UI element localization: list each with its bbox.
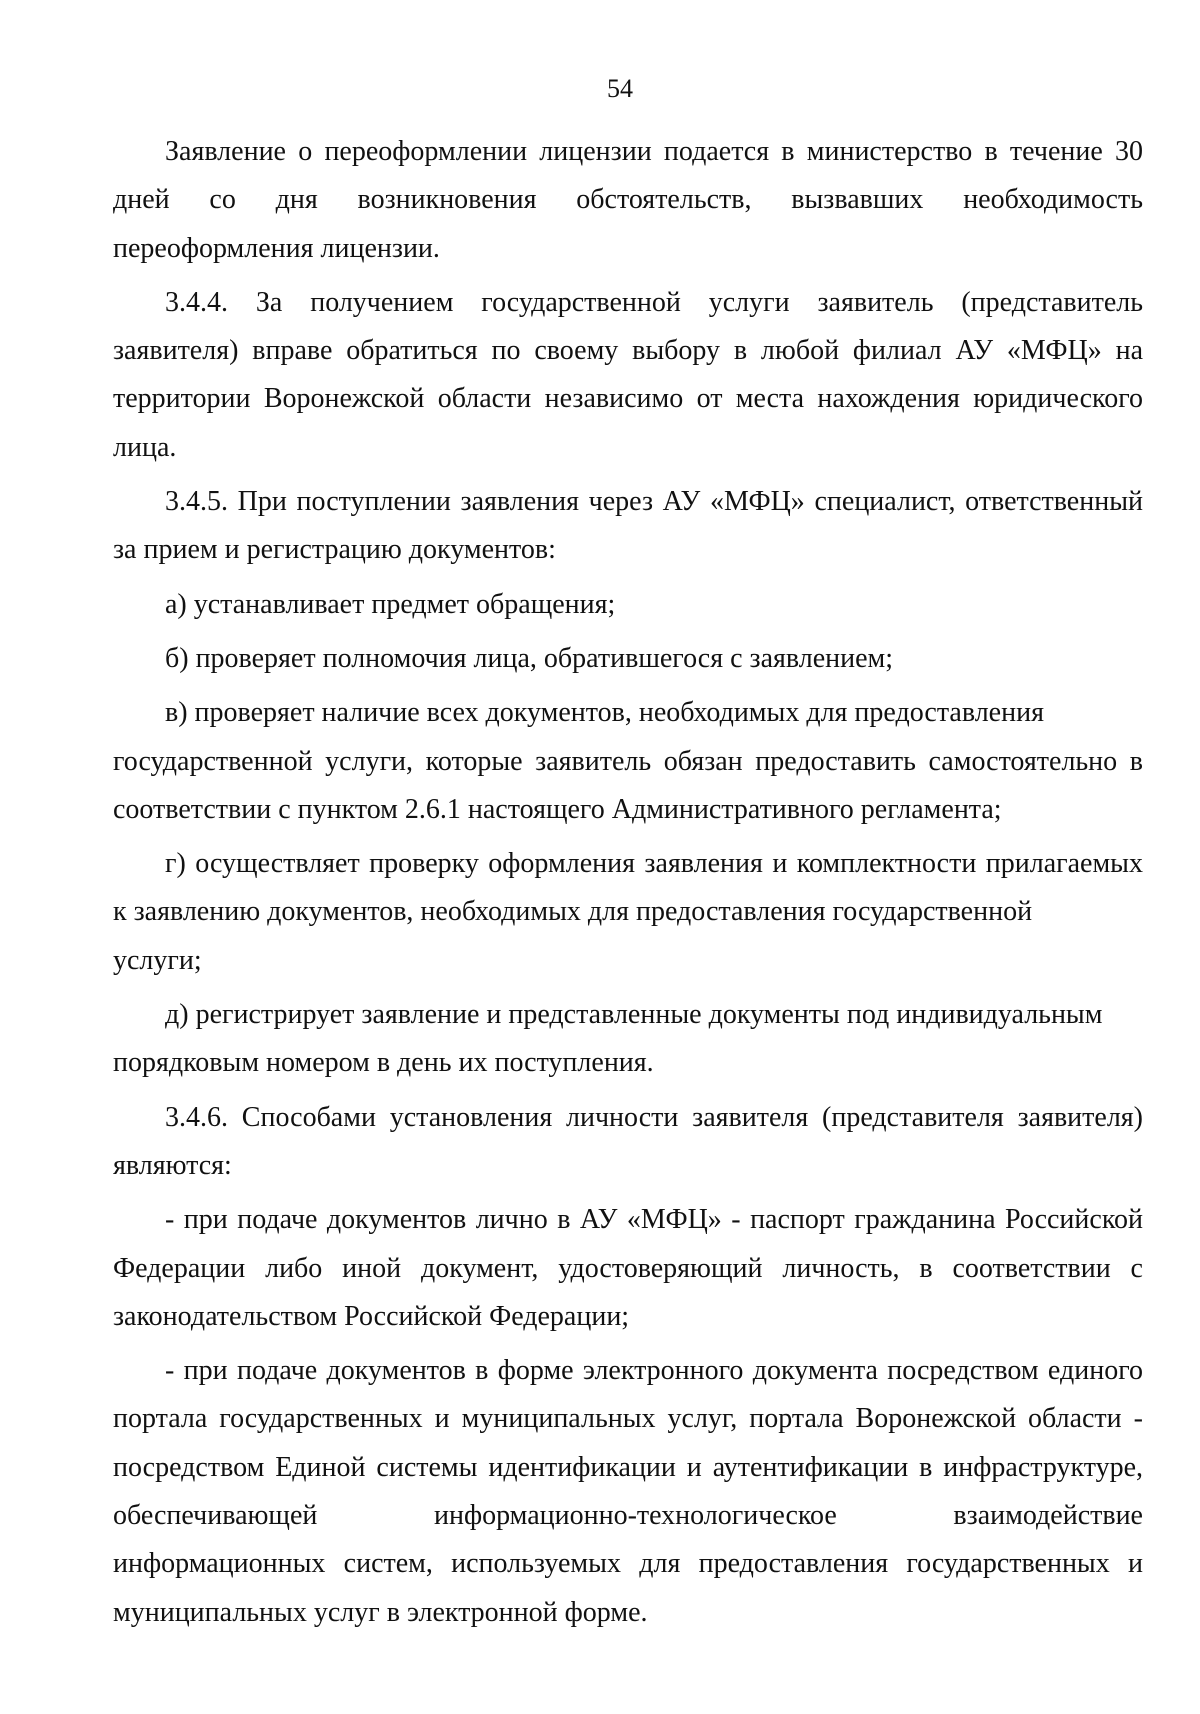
list-item-a [113,581,1143,629]
text-line: за прием и регистрацию документов: [113,534,556,566]
text-line: информационных систем, используемых для предоставления государственных и [113,1548,1143,1580]
paragraph-3-4-6 [113,1094,1143,1191]
text-line: 3.4.4. За получением государственной услуги заявитель (представитель [165,286,1143,318]
text-line: государственной услуги, которые заявитель обязан предоставить самостоятельно в [113,745,1143,777]
text-line: а) устанавливает предмет обращения; [165,588,616,620]
text-line: дней со дня возникновения обстоятельств, вызвавших необходимость [113,184,1143,216]
text-line: территории Воронежской области независимо от места нахождения юридического [113,383,1143,415]
text-line: Федерации либо иной документ, удостоверяющий личность, в соответствии с [113,1252,1143,1284]
text-line: муниципальных услуг в электронной форме. [113,1596,648,1628]
text-line: услуги; [113,944,202,976]
text-line: обеспечивающей информационно-технологическое взаимодействие [113,1500,1143,1532]
text-line: к заявлению документов, необходимых для предоставления государственной [113,896,1033,928]
list-item-d [113,991,1143,1088]
text-line: - при подаче документов в форме электронного документа посредством единого [165,1355,1143,1387]
text-line: Заявление о переоформлении лицензии подается в министерство в течение 30 [165,136,1143,167]
text-line: - при подаче документов лично в АУ «МФЦ» - паспорт гражданина Российской [165,1204,1143,1236]
text-line: заявителя) вправе обратиться по своему выбору в любой филиал АУ «МФЦ» на [113,335,1143,367]
page-number: 54 [607,74,633,103]
paragraph-3-4-5 [113,478,1143,575]
text-line: соответствии с пунктом 2.6.1 настоящего Административного регламента; [113,793,1002,825]
paragraph-license-reissue [113,128,1143,273]
document-body [113,128,1143,1643]
bullet-in-person [113,1196,1143,1341]
text-line: г) осуществляет проверку оформления заявления и комплектности прилагаемых [165,848,1143,880]
text-line: порядковым номером в день их поступления. [113,1047,654,1079]
list-item-v [113,689,1143,834]
paragraph-3-4-4 [113,279,1143,472]
text-line: законодательством Российской Федерации; [113,1300,630,1332]
text-line: 3.4.5. При поступлении заявления через АУ «МФЦ» специалист, ответственный [165,486,1143,518]
list-item-g [113,840,1143,985]
text-line: являются: [113,1149,232,1181]
text-line: лица. [113,431,177,463]
text-line: б) проверяет полномочия лица, обратившегося с заявлением; [165,642,894,674]
text-line: в) проверяет наличие всех документов, необходимых для предоставления [165,697,1044,729]
text-line: переоформления лицензии. [113,232,440,264]
text-line: посредством Единой системы идентификации и аутентификации в инфраструктуре, [113,1451,1143,1483]
list-item-b [113,635,1143,683]
bullet-electronic [113,1347,1143,1637]
text-line: д) регистрирует заявление и представленные документы под индивидуальным [165,999,1103,1031]
text-line: портала государственных и муниципальных услуг, портала Воронежской области - [113,1403,1143,1435]
text-line: 3.4.6. Способами установления личности заявителя (представителя заявителя) [165,1101,1143,1133]
